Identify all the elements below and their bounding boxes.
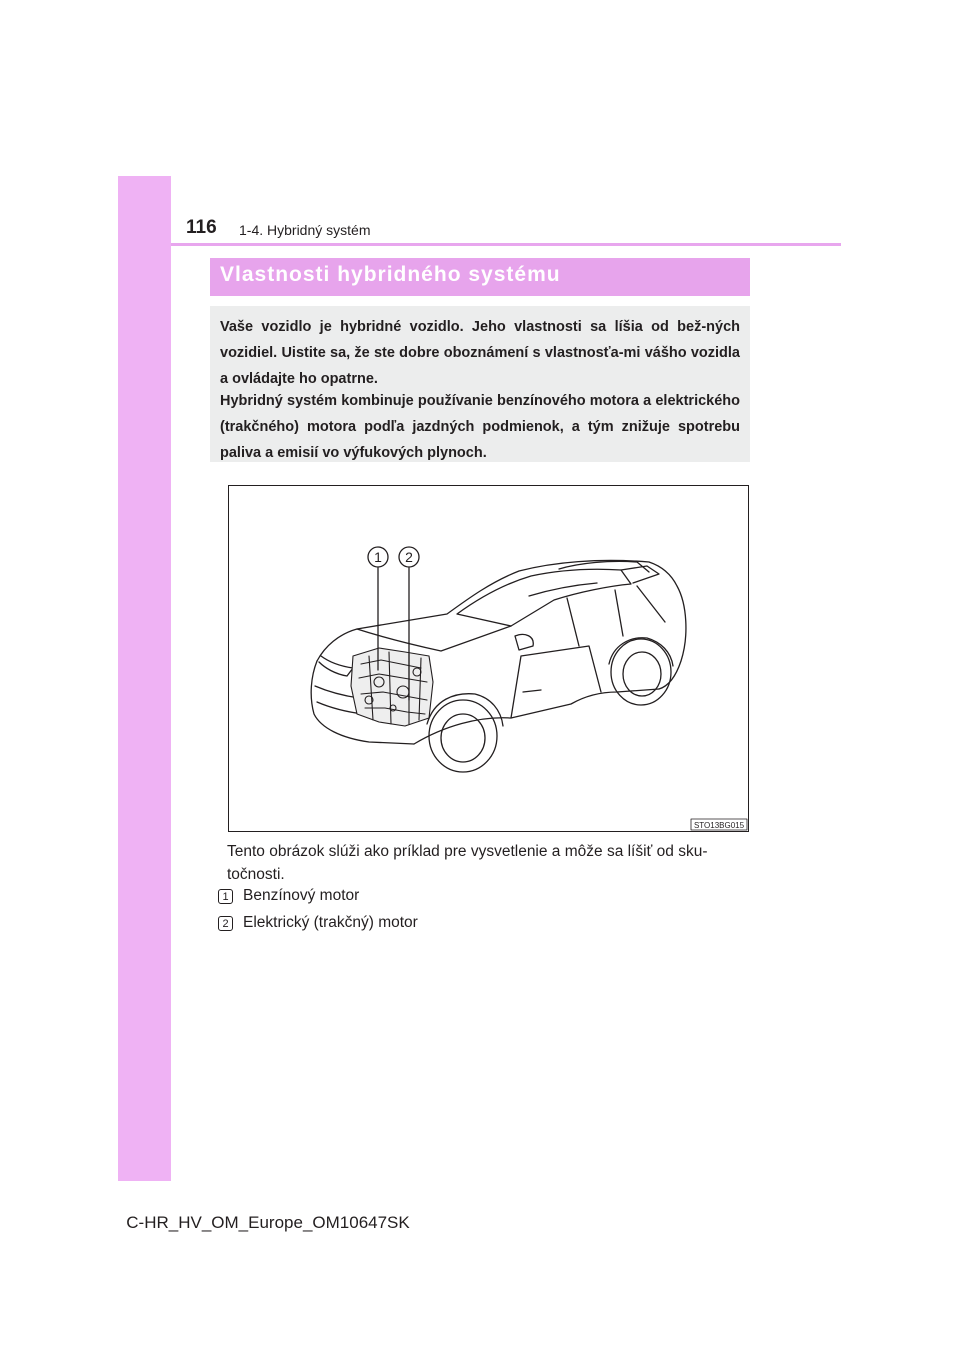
callout-2: 2 bbox=[405, 549, 413, 565]
title-band bbox=[210, 258, 750, 296]
document-footer: C-HR_HV_OM_Europe_OM10647SK bbox=[126, 1213, 410, 1232]
intro-box bbox=[210, 306, 750, 462]
figure-code: STO13BG015 bbox=[693, 821, 745, 830]
figure-caption: Tento obrázok slúži ako príklad pre vysvetlenie a môže sa líšiť od sku-točnosti. bbox=[227, 843, 708, 883]
page-number: 116 bbox=[186, 217, 217, 238]
legend-item-2 bbox=[218, 913, 418, 933]
legend-label-1: Benzínový motor bbox=[243, 887, 360, 904]
page-title: Vlastnosti hybridného systému bbox=[220, 263, 561, 286]
legend-number-1: 1 bbox=[218, 889, 233, 904]
intro-paragraph-1: Vaše vozidlo je hybridné vozidlo. Jeho vlastnosti sa líšia od bež-ných vozidiel. Uistite sa, že ste dobre oboznámení s vlastnosťa-mi vášho vozidla a ovládajte ho opatrne. bbox=[220, 319, 740, 387]
car-illustration-figure bbox=[228, 485, 749, 832]
callout-1: 1 bbox=[374, 549, 382, 565]
header-rule bbox=[171, 243, 841, 246]
side-tab-bar bbox=[118, 176, 171, 1181]
car-illustration bbox=[229, 486, 748, 831]
intro-paragraph-2: Hybridný systém kombinuje používanie benzínového motora a elektrického (trakčného) motora podľa jazdných podmienok, a tým znižuje spotrebu paliva a emisií vo výfukových plynoch. bbox=[220, 393, 740, 461]
legend-label-2: Elektrický (trakčný) motor bbox=[243, 914, 418, 931]
legend-item-1 bbox=[218, 886, 359, 906]
section-title: 1-4. Hybridný systém bbox=[239, 222, 371, 238]
legend-number-2: 2 bbox=[218, 916, 233, 931]
